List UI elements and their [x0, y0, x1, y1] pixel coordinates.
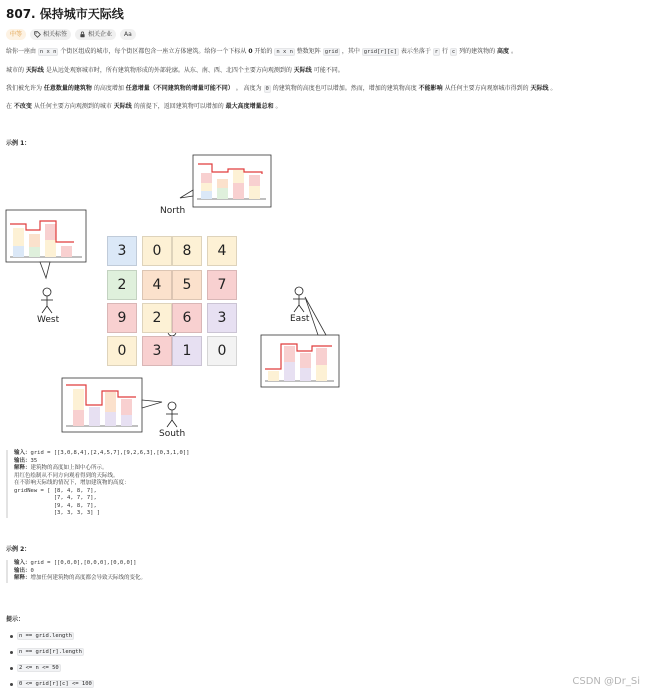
text: 从任何主要方向观察城市得到的 — [442, 85, 531, 92]
north-view-bubble — [180, 155, 271, 207]
font-size-button[interactable] — [120, 29, 136, 40]
explain-label: 解释： — [14, 575, 31, 581]
grid-cell: 6 — [172, 303, 202, 333]
hint-item — [10, 664, 61, 672]
bold: 任意数量的建筑物 — [43, 85, 92, 92]
related-companies-label: 相关企业 — [88, 31, 113, 38]
hint-item — [10, 648, 84, 656]
input-label: 输入： — [14, 450, 31, 456]
description-paragraph-1 — [6, 48, 636, 56]
bold: 不能影响 — [418, 85, 443, 92]
hint-code: n == grid[r].length — [19, 649, 82, 655]
grid-cell: 0 — [107, 336, 137, 366]
bold: 高度 — [497, 48, 510, 55]
text: ，其中 — [339, 48, 362, 55]
related-tags-button[interactable] — [30, 29, 71, 40]
tag-bar — [6, 29, 136, 40]
east-label: East — [290, 314, 310, 324]
grid-cell: 3 — [142, 336, 172, 366]
south-person — [166, 402, 178, 427]
hint-item — [10, 680, 94, 688]
text: 在 — [6, 103, 14, 110]
grid-cell: 1 — [172, 336, 202, 366]
hints-heading: 提示： — [6, 616, 25, 623]
code: 0 — [265, 86, 269, 92]
text: 我们被允许为 — [6, 85, 44, 92]
east-view-bubble — [261, 297, 339, 387]
bold: 0 — [248, 48, 253, 55]
code: grid — [324, 49, 338, 55]
bold: 最大高度增量总和 — [225, 103, 274, 110]
explain-line: 建筑物的高度如上图中心所示。 — [30, 465, 108, 471]
west-label: West — [37, 315, 60, 325]
code: grid[r][c] — [363, 49, 397, 55]
output-value: 0 — [30, 567, 34, 574]
lock-icon — [79, 31, 86, 38]
description-paragraph-2 — [6, 67, 636, 75]
font-size-icon: Aa — [124, 31, 132, 38]
grid-cell: 9 — [107, 303, 137, 333]
code: n x n — [276, 49, 293, 55]
text: 行 — [440, 48, 450, 55]
input-label: 输入： — [14, 560, 31, 566]
input-value: grid = [[0,0,0],[0,0,0],[0,0,0]] — [30, 560, 137, 566]
illustration-drawing — [0, 150, 400, 450]
grid-cell: 4 — [142, 270, 172, 300]
grid-cell: 3 — [107, 236, 137, 266]
text: 个街区组成的城市，每个街区都包含一座立方体建筑。给你一个下标从 — [58, 48, 249, 55]
explain-label: 解释： — [14, 465, 31, 471]
hint-item — [10, 632, 74, 640]
west-person — [41, 288, 53, 313]
watermark: CSDN @Dr_Si — [572, 676, 640, 687]
text: 开始的 — [252, 48, 275, 55]
text: 表示坐落于 — [398, 48, 433, 55]
grid-cell: 4 — [207, 236, 237, 266]
bold: 天际线 — [113, 103, 132, 110]
code: c — [451, 49, 456, 55]
description-paragraph-3 — [6, 85, 636, 93]
bold: 天际线 — [530, 85, 549, 92]
text: 从任何主要方向观测到的城市 — [31, 103, 114, 110]
text: 的前提下，返回建筑物可以增加的 — [131, 103, 226, 110]
text: 整数矩阵 — [294, 48, 323, 55]
south-view-bubble — [62, 378, 162, 432]
text: 。 — [273, 103, 282, 110]
difficulty-badge[interactable] — [6, 29, 26, 40]
grid-cell: 2 — [142, 303, 172, 333]
example-2-io-block — [6, 560, 146, 583]
bold: 天际线 — [25, 67, 44, 74]
bold: 任意增量（不同建筑物的增量可能不同） — [125, 85, 234, 92]
example-2-heading: 示例 2： — [6, 546, 31, 553]
hint-code: n == grid.length — [19, 633, 72, 639]
hint-code: 0 <= grid[r][c] <= 100 — [19, 681, 92, 687]
text: 的建筑物的高度也可以增加。然而，增加的建筑物高度 — [270, 85, 419, 92]
text: 是从远处观察城市时，所有建筑物形成的外部轮廓。从东、南、西、北四个主要方向观测到的 — [43, 67, 294, 74]
input-value: grid = [[3,0,8,4],[2,4,5,7],[9,2,6,3],[0,3,1,0]] — [30, 450, 190, 456]
text: 列的建筑物的 — [457, 48, 498, 55]
bullet-icon — [10, 667, 13, 670]
grid-cell: 0 — [207, 336, 237, 366]
bold: 天际线 — [293, 67, 312, 74]
output-label: 输出： — [14, 567, 31, 574]
tag-icon — [34, 31, 41, 38]
code: r — [434, 49, 439, 55]
output-label: 输出： — [14, 457, 31, 464]
bold: 不改变 — [13, 103, 32, 110]
example-1-heading: 示例 1： — [6, 140, 31, 147]
grid-new-line: gridNew = [ [8, 4, 8, 7], — [14, 487, 97, 494]
text: 的高度增加 — [91, 85, 126, 92]
west-view-bubble — [6, 210, 86, 278]
bullet-icon — [10, 683, 13, 686]
output-value: 35 — [30, 457, 38, 464]
north-label: North — [160, 206, 186, 216]
grid-cell: 8 — [172, 236, 202, 266]
grid-new-line: [9, 4, 8, 7], — [14, 502, 97, 509]
grid-new-line: [7, 4, 7, 7], — [14, 495, 97, 501]
grid-cell: 5 — [172, 270, 202, 300]
code: n x n — [39, 49, 57, 55]
text: 可能不同。 — [311, 67, 344, 74]
related-companies-button[interactable] — [75, 29, 116, 40]
text: 。 — [509, 48, 517, 55]
grid-new-line: [3, 3, 3, 3] ] — [14, 510, 101, 516]
south-label: South — [159, 429, 186, 439]
bullet-icon — [10, 651, 13, 654]
east-person — [293, 287, 305, 312]
text: 给你一座由 — [6, 48, 38, 55]
problem-title: 807. 保持城市天际线 — [6, 7, 124, 21]
description-paragraph-4 — [6, 103, 636, 111]
explain-value: 增加任何建筑物的高度都会导致天际线的变化。 — [30, 575, 147, 581]
grid-cell: 7 — [207, 270, 237, 300]
related-tags-label: 相关标签 — [43, 31, 68, 38]
difficulty-label: 中等 — [10, 31, 23, 38]
skyline-illustration — [0, 150, 400, 450]
text: 。 — [548, 85, 557, 92]
bullet-icon — [10, 635, 13, 638]
grid-cell: 2 — [107, 270, 137, 300]
example-1-io-block — [6, 450, 189, 518]
hint-code: 2 <= n <= 50 — [19, 665, 59, 671]
grid-cell: 3 — [207, 303, 237, 333]
grid-cell: 0 — [142, 236, 172, 266]
text: 城市的 — [6, 67, 26, 74]
explain-line: 用红色绘制从不同方向观看得到的天际线。 — [14, 472, 119, 479]
text: 。 高度为 — [233, 85, 264, 92]
explain-line: 在不影响天际线的情况下，增加建筑物的高度： — [14, 480, 130, 486]
